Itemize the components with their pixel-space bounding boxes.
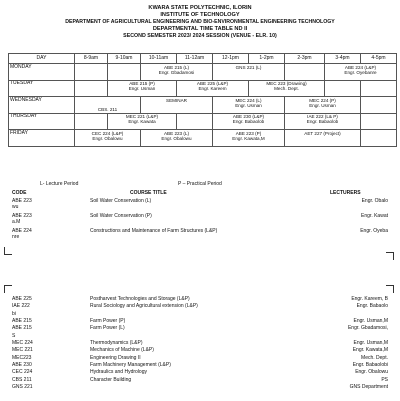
lecturer-name: Engr. Kareem, B <box>351 296 388 302</box>
course-code-wrap: bi <box>12 310 16 317</box>
row-friday <box>9 130 397 147</box>
col-12-1pm: 12-1pm <box>213 54 249 64</box>
lecturer: Engr. Usman <box>235 102 262 108</box>
list-item <box>0 318 400 325</box>
lecturer: Engr. Obalowu <box>92 135 123 141</box>
day-friday: FRIDAY <box>9 130 75 147</box>
list-item <box>0 311 400 318</box>
list-item <box>0 347 400 354</box>
seminar-label: SEMINAR <box>166 97 187 103</box>
header-code: CODE <box>12 190 27 196</box>
empty-slot <box>75 113 108 130</box>
col-4-5pm: 4-5pm <box>361 54 397 64</box>
lecturer: Mech. Dept. <box>274 86 299 92</box>
course-code: ABE 224 <box>12 228 32 234</box>
course-title: Engineering Drawing II <box>90 354 141 361</box>
course-code-wrap: wu <box>12 204 19 210</box>
course-code: ABE 230 (L&P) <box>232 114 265 119</box>
course-title: Postharvest Technologies and Storage (L&P) <box>90 296 190 302</box>
course-code: ABE 223 <box>12 213 32 219</box>
list-item <box>0 362 400 369</box>
slot-fri-abe223l <box>141 130 213 147</box>
lecturer: Engr. Kawata,M <box>232 135 265 141</box>
course-code-wrap: S <box>12 332 16 339</box>
course-title: Character Building <box>90 376 132 383</box>
course-title: Thermodynamics (L&P) <box>90 340 143 346</box>
slot-mon-abe224 <box>325 64 397 81</box>
slot-wed-cbs211 <box>75 97 141 114</box>
list-item <box>0 333 400 340</box>
timetable-title: DEPARTMENTAL TIME TABLE ND II <box>152 26 248 32</box>
list-item <box>0 384 400 391</box>
lecturer: Engr. Babaolob <box>306 119 339 125</box>
course-code: IAE 222 <box>12 303 30 310</box>
slot-wed-mec224p <box>285 97 361 114</box>
lecturer-name: Engr. Usman,M <box>353 340 388 346</box>
lecturer-name: PS <box>381 376 388 383</box>
crop-mark-top-right <box>386 252 394 260</box>
course-title: Farm Machinery Management (L&P) <box>90 362 171 368</box>
legend-practical: P – Practical Period <box>178 181 222 187</box>
course-title: Soil Water Conservation (L) <box>90 198 152 204</box>
col-1-2pm: 1-2pm <box>249 54 285 64</box>
course-code: MEC223 <box>12 354 32 361</box>
col-9-10am: 9-10am <box>108 54 141 64</box>
day-tuesday: TUESDAY <box>9 80 75 97</box>
crop-mark-top-left <box>4 285 12 293</box>
course-code: MEC 224 (L) <box>235 97 262 103</box>
course-title: Farm Power (P) <box>90 318 126 324</box>
course-code: MEC 223 (Drawing) <box>266 81 307 86</box>
slot-fri-abe223p <box>213 130 285 147</box>
course-title: Mechanics of Machine (L&P) <box>90 347 154 354</box>
empty-slot <box>75 80 108 97</box>
course-code: AET 227 (Project) <box>304 130 341 136</box>
course-code: ABE 215 <box>12 318 32 324</box>
course-code: ABE 230 <box>12 362 32 368</box>
lecturer-name: Mech. Dept. <box>361 354 388 361</box>
col-10-11am: 10-11am <box>141 54 177 64</box>
empty-slot <box>361 130 397 147</box>
slot-tue-abe215 <box>108 80 177 97</box>
lecturer: Engr. Usman <box>128 86 156 92</box>
course-code: ABE 225 <box>12 296 32 302</box>
list-item <box>0 213 400 225</box>
course-code: MEC 221 (L&P) <box>125 114 159 119</box>
col-2-3pm: 2-3pm <box>285 54 325 64</box>
lecturer: Engr. Kawata <box>128 119 156 125</box>
lecturer-name: GNS Department <box>349 384 388 390</box>
list-item <box>0 198 400 210</box>
slot-thu-abe230 <box>213 113 285 130</box>
empty-slot <box>108 64 141 81</box>
course-code: MEC 224 <box>12 340 33 346</box>
day-monday: MONDAY <box>9 64 75 81</box>
day-thursday: THURSDAY <box>9 113 75 130</box>
department-name: DEPARTMENT OF AGRICULTURAL ENGINEERING AND BIO-ENVIRONMENTAL ENGINEERING TECHNOLOGY <box>65 19 335 25</box>
course-code: ABE 223 (P) <box>235 130 262 136</box>
col-3-4pm: 3-4pm <box>325 54 361 64</box>
lecturer-name: Engr. Obalo <box>361 198 388 204</box>
lecturer: Engr. Kareem <box>198 86 227 92</box>
course-code: ABE 215 <box>12 325 32 332</box>
slot-wed-mec224l <box>213 97 285 114</box>
lecturer: Engr. Obalowu <box>161 135 192 141</box>
slot-fri-aet227 <box>285 130 361 147</box>
course-code: ABE 225 (L&P) <box>196 81 229 86</box>
empty-slot <box>361 80 397 97</box>
course-title: Rural Sociology and Agricultural extension (L&P) <box>90 303 198 310</box>
course-code: MEC 224 (P) <box>309 97 336 103</box>
course-title: Hydraulics and Hydrology <box>90 369 147 376</box>
course-code: ABE 215 (L) <box>163 64 190 70</box>
slot-tue-mec223 <box>249 80 325 97</box>
list-item <box>0 303 400 310</box>
course-code-wrap: nre <box>12 234 20 240</box>
timetable-header-row <box>9 54 397 64</box>
lecturer-name: Engr. Oyeba <box>360 228 388 234</box>
course-title: Constructions and Maintenance of Farm Structures (L&P) <box>90 228 218 234</box>
slot-tue-abe225 <box>177 80 249 97</box>
lecturer-name: Engr. Babaolo <box>356 303 388 310</box>
course-code: MEC 221 <box>12 347 33 354</box>
lecturer-name: Engr. Babaolobi <box>352 362 388 368</box>
slot-mon-abe215 <box>141 64 213 81</box>
timetable <box>8 53 397 147</box>
course-code: GNS 221 <box>12 384 33 390</box>
course-code: ABE 215 (P) <box>129 81 155 86</box>
list-item <box>0 377 400 384</box>
col-day: DAY <box>9 54 75 64</box>
course-code: CBS. 211 <box>97 106 118 112</box>
row-thursday <box>9 113 397 130</box>
lecturer-name: Engr. Gbadamosi, <box>347 325 388 332</box>
course-code-wrap: a.M <box>12 219 21 225</box>
list-item <box>0 355 400 362</box>
course-code: ABE 223 (L) <box>163 130 190 136</box>
empty-slot <box>361 97 397 114</box>
col-8-9am: 8-9am <box>75 54 108 64</box>
crop-mark-top-right-2 <box>386 285 394 293</box>
empty-slot <box>75 64 108 81</box>
row-monday <box>9 64 397 81</box>
slot-fri-cec224 <box>75 130 141 147</box>
list-item <box>0 340 400 347</box>
course-code: CBS 211 <box>12 376 32 383</box>
slot-wed-seminar <box>141 97 213 114</box>
col-11-12am: 11-12am <box>177 54 213 64</box>
lecturer-name: Engr. Kawata,M <box>352 347 388 354</box>
list-item <box>0 296 400 303</box>
slot-thu-mec221 <box>108 113 177 130</box>
course-code: ABE 224 (L&P) <box>344 64 377 70</box>
lecturer-name: Engr. Usman,M <box>353 318 388 324</box>
course-title: Farm Power (L) <box>90 325 125 332</box>
list-item <box>0 369 400 376</box>
empty-slot <box>361 113 397 130</box>
course-title: Soil Water Conservation (P) <box>90 213 152 219</box>
lecturer: Engr. Usman <box>309 102 336 108</box>
course-code: CEC 224 <box>12 369 33 376</box>
slot-mon-gns221 <box>213 64 285 81</box>
course-code: ABE 223 <box>12 198 32 204</box>
lecturer-name: Engr. Kawat <box>361 213 388 219</box>
course-code: IAE 222 (L& P) <box>307 114 338 119</box>
empty-slot <box>285 64 325 81</box>
lecturer: Engr. Oyebanre <box>344 69 377 75</box>
session-info: SECOND SEMESTER 2023/ 2024 SESSION (VENUE - ELR. 10) <box>123 33 277 39</box>
course-code: CEC 224 (L&P) <box>91 130 124 136</box>
lecturer: Engr. Babaolob <box>232 119 265 125</box>
lecturer-name: Engr. Obalowu <box>355 369 388 376</box>
list-item <box>0 325 400 332</box>
empty-slot <box>177 113 213 130</box>
legend-lecture: L- Lecture Period <box>40 181 79 187</box>
list-item <box>0 228 400 240</box>
header-course-title: COURSE TITLE <box>130 190 167 196</box>
institution-name: KWARA STATE POLYTECHNIC, ILORIN <box>148 5 252 11</box>
lecturer: Engr. Gbadamosi <box>158 69 195 75</box>
institute-name: INSTITUTE OF TECHNOLOGY <box>160 12 240 18</box>
slot-thu-iae222 <box>285 113 361 130</box>
day-wednesday: WEDNESDAY <box>9 97 75 114</box>
course-code: GNS 221 (L) <box>235 64 262 70</box>
empty-slot <box>325 80 361 97</box>
row-wednesday <box>9 97 397 114</box>
crop-mark-bottom-left <box>4 247 12 255</box>
header-lecturers: LECTURERS <box>330 190 361 196</box>
row-tuesday <box>9 80 397 97</box>
